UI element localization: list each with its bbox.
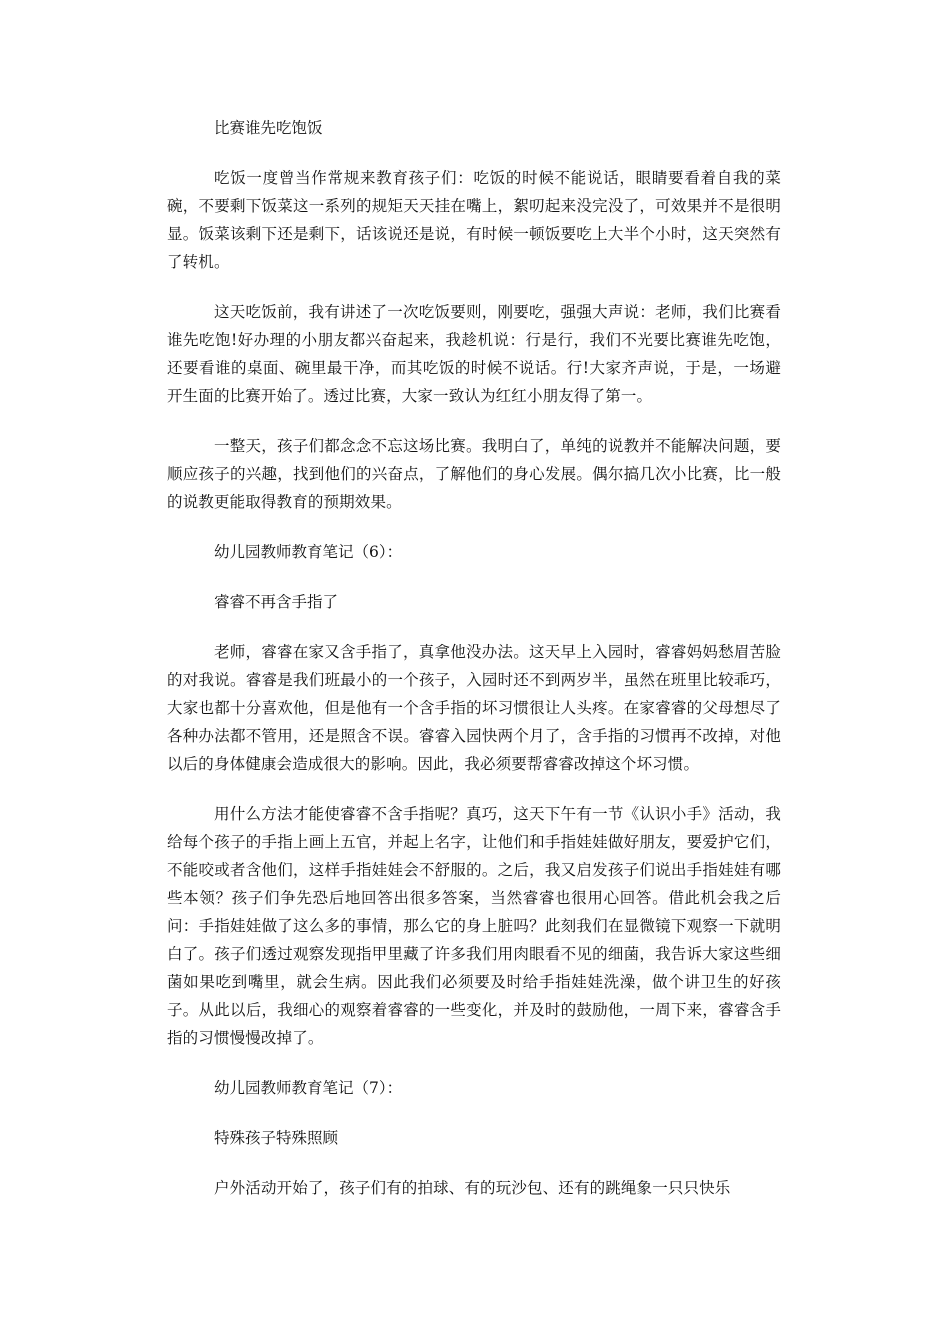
note-heading: 幼儿园教师教育笔记（6）：: [214, 543, 403, 561]
paragraph: 户外活动开始了，孩子们有的拍球、有的玩沙包、还有的跳绳象一只只快乐: [214, 1179, 731, 1197]
paragraph: 这天吃饭前，我有讲述了一次吃饭要则，刚要吃，强强大声说：老师，我们比赛看谁先吃饱!好办理的小朋友都兴奋起来，我趁机说：行是行，我们不光要比赛谁先吃饱，还要看谁的桌面、碗里最干净，而其吃饭的时候不说话。行!大家齐声说，于是，一场避开生面的比赛开始了。透过比赛，大家一致认为红红小朋友得了第一。: [167, 303, 781, 405]
section-title: 特殊孩子特殊照顾: [214, 1129, 339, 1147]
document-page: [167, 114, 781, 1224]
note-heading: 幼儿园教师教育笔记（7）：: [214, 1079, 403, 1097]
paragraph: 用什么方法才能使睿睿不含手指呢？真巧，这天下午有一节《认识小手》活动，我给每个孩子的手指上画上五官，并起上名字，让他们和手指娃娃做好朋友，要爱护它们，不能咬或者含他们，这样手指娃娃会不舒服的。之后，我又启发孩子们说出手指娃娃有哪些本领？孩子们争先恐后地回答出很多答案，当然睿睿也很用心回答。借此机会我之后问：手指娃娃做了这么多的事情，那么它的身上脏吗？此刻我们在显微镜下观察一下就明白了。孩子们透过观察发现指甲里藏了许多我们用肉眼看不见的细菌，我告诉大家这些细菌如果吃到嘴里，就会生病。因此我们必须要及时给手指娃娃洗澡，做个讲卫生的好孩子。从此以后，我细心的观察着睿睿的一些变化，并及时的鼓励他，一周下来，睿睿含手指的习惯慢慢改掉了。: [167, 805, 781, 1047]
paragraph: 一整天，孩子们都念念不忘这场比赛。我明白了，单纯的说教并不能解决问题，要顺应孩子的兴趣，找到他们的兴奋点，了解他们的身心发展。偶尔搞几次小比赛，比一般的说教更能取得教育的预期效果。: [167, 437, 781, 511]
paragraph: 吃饭一度曾当作常规来教育孩子们：吃饭的时候不能说话，眼睛要看着自我的菜碗，不要剩下饭菜这一系列的规矩天天挂在嘴上，絮叨起来没完没了，可效果并不是很明显。饭菜该剩下还是剩下，话该说还是说，有时候一顿饭要吃上大半个小时，这天突然有了转机。: [167, 169, 781, 271]
section-title: 比赛谁先吃饱饭: [214, 119, 323, 137]
paragraph: 老师，睿睿在家又含手指了，真拿他没办法。这天早上入园时，睿睿妈妈愁眉苦脸的对我说。睿睿是我们班最小的一个孩子，入园时还不到两岁半，虽然在班里比较乖巧，大家也都十分喜欢他，但是他有一个含手指的坏习惯很让人头疼。在家睿睿的父母想尽了各种办法都不管用，还是照含不误。睿睿入园快两个月了，含手指的习惯再不改掉，对他以后的身体健康会造成很大的影响。因此，我必须要帮睿睿改掉这个坏习惯。: [167, 643, 781, 773]
section-title: 睿睿不再含手指了: [214, 593, 339, 611]
